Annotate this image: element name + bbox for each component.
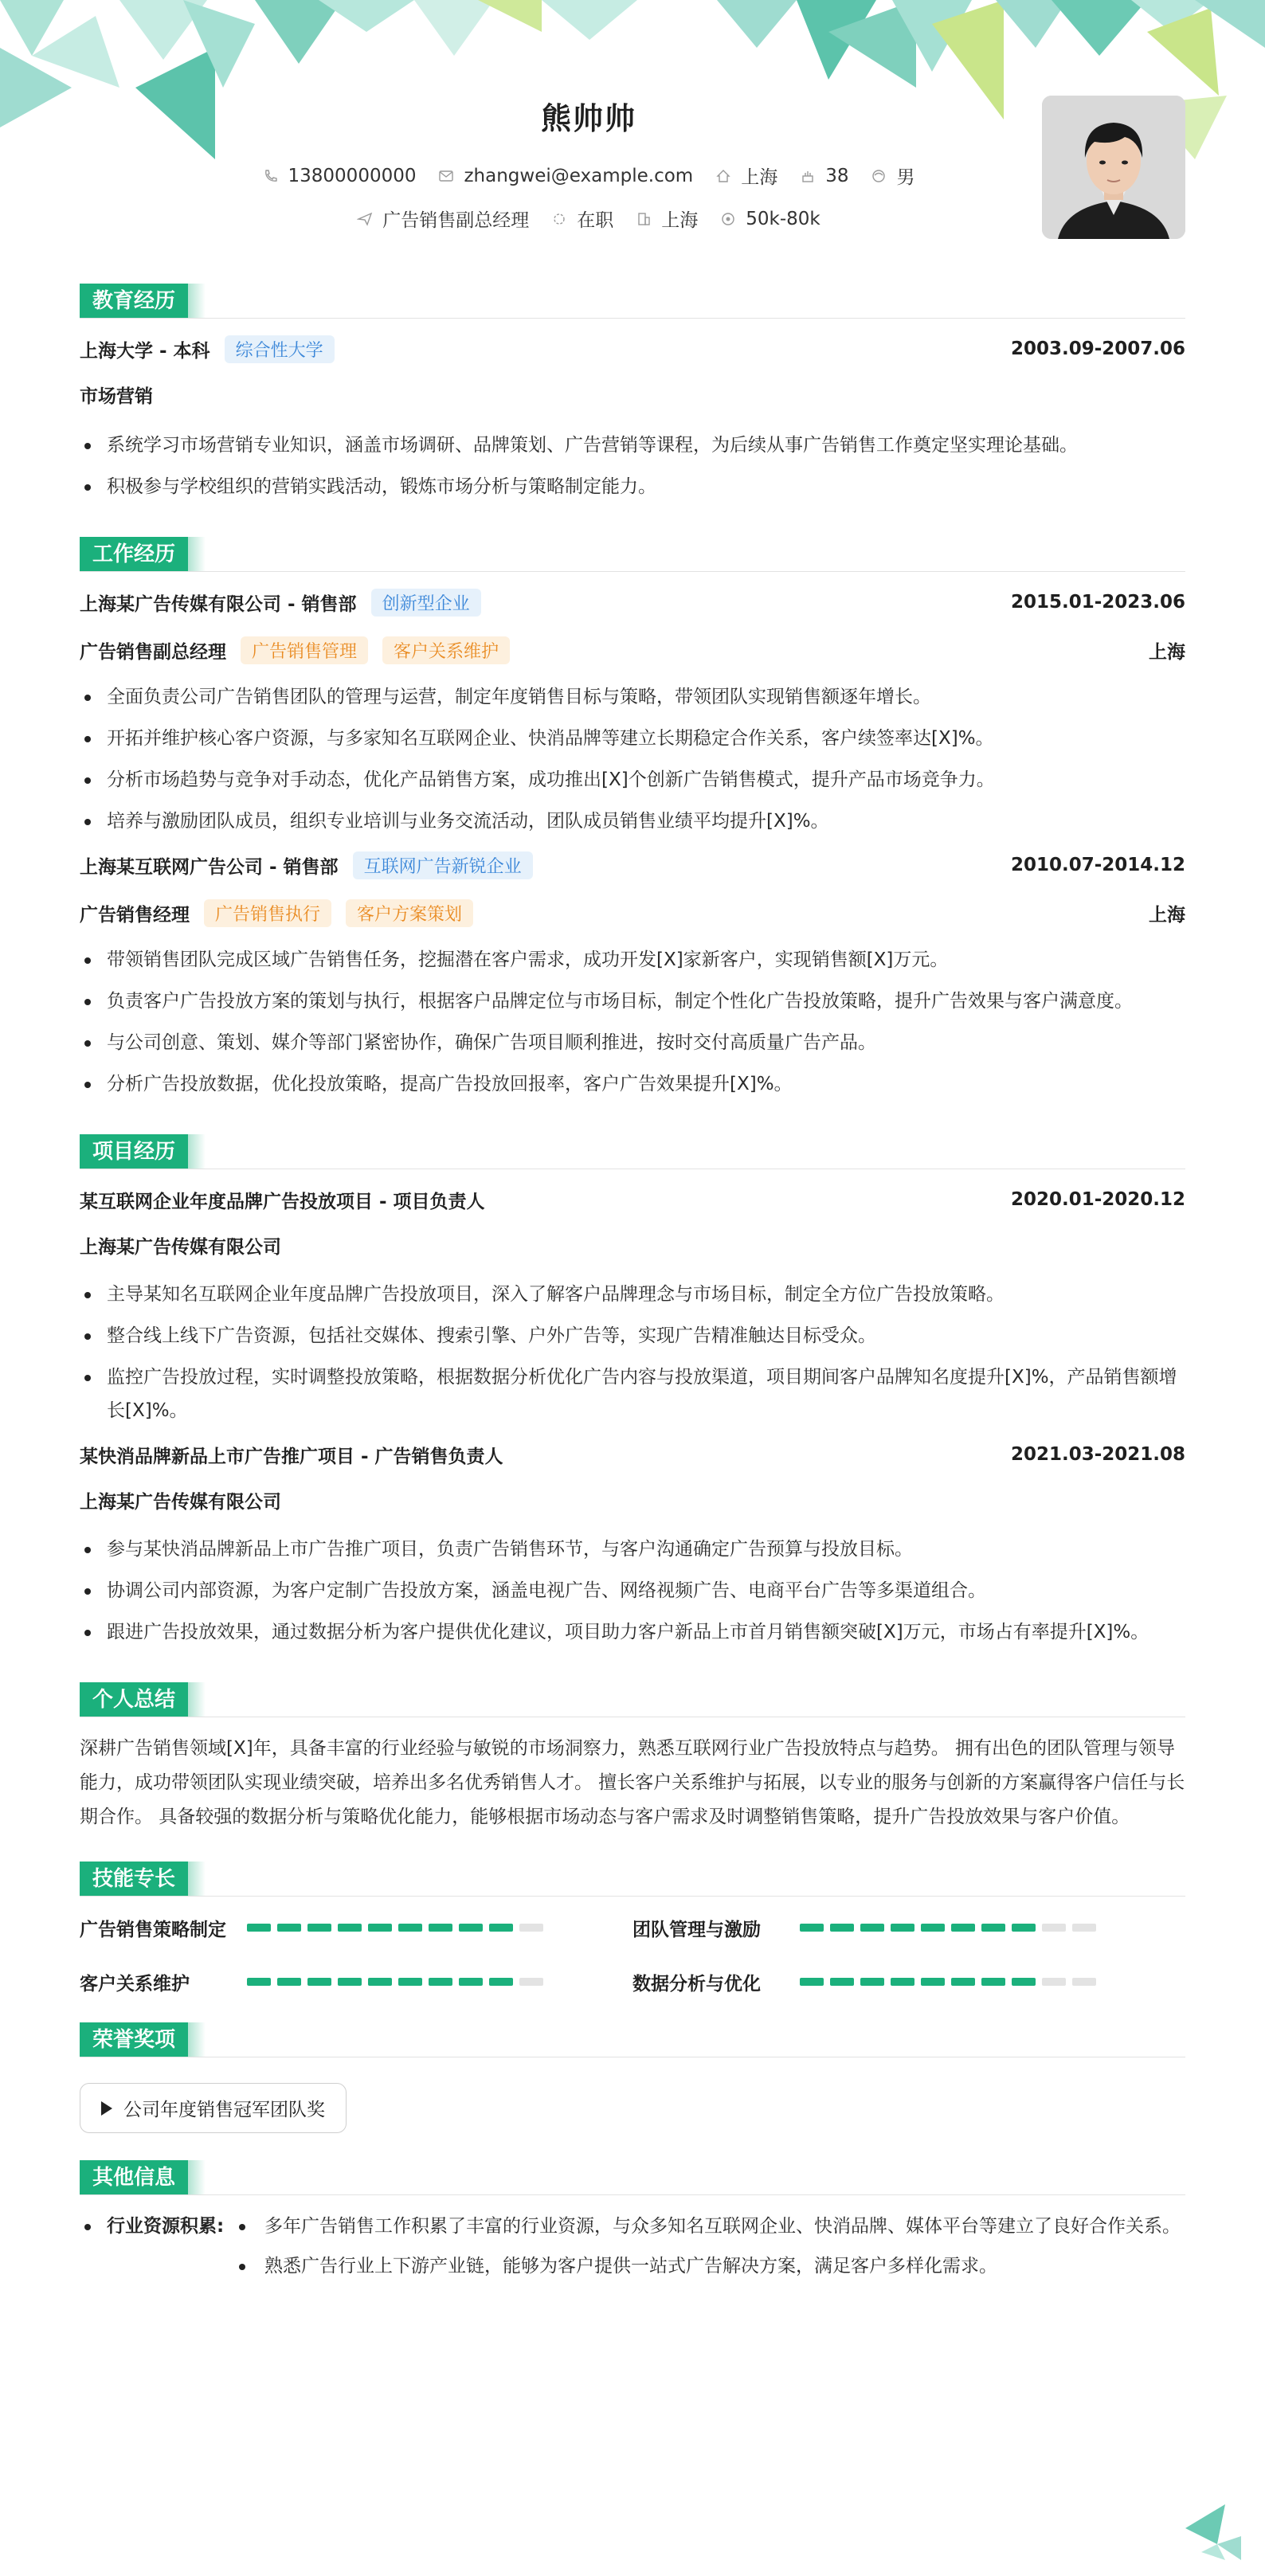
skill-level-segment bbox=[247, 1924, 271, 1932]
project-bullets bbox=[80, 1278, 1185, 1427]
project-entry-row bbox=[80, 1184, 1185, 1216]
other-header bbox=[80, 2160, 1185, 2195]
skill-level-segment bbox=[921, 1924, 945, 1932]
other-entry bbox=[80, 2210, 1185, 2289]
school-degree: 上海大学 - 本科 bbox=[80, 340, 210, 362]
other-list bbox=[236, 2210, 1185, 2289]
company-tag: 互联网广告新锐企业 bbox=[353, 851, 533, 879]
skill-level-segment bbox=[429, 1978, 452, 1986]
skill-level-segment bbox=[338, 1978, 362, 1986]
projects-title: 项目经历 bbox=[80, 1134, 188, 1169]
list-item: 分析广告投放数据，优化投放策略，提高广告投放回报率，客户广告效果提升[X]%。 bbox=[80, 1067, 1185, 1101]
skill-name: 客户关系维护 bbox=[80, 1973, 190, 1995]
avatar-photo bbox=[1042, 96, 1185, 239]
list-item: 负责客户广告投放方案的策划与执行，根据客户品牌定位与市场目标，制定个性化广告投放策略，提升广告效果与客户满意度。 bbox=[80, 985, 1185, 1018]
send-icon bbox=[357, 211, 373, 227]
skill-level-segment bbox=[860, 1924, 884, 1932]
salary-text: 50k-80k bbox=[746, 208, 820, 229]
skill-level-segment bbox=[489, 1978, 513, 1986]
phone-text: 13800000000 bbox=[288, 165, 417, 186]
skill-level-bar bbox=[247, 1924, 543, 1932]
skill-tag: 广告销售执行 bbox=[204, 899, 331, 927]
education-header bbox=[80, 284, 1185, 319]
summary-text: 深耕广告销售领域[X]年，具备丰富的行业经验与敏锐的市场洞察力，熟悉互联网行业广告投放特点与趋势。 拥有出色的团队管理与领导能力，成功带领团队实现业绩突破，培养出多名优秀销售人才。 擅长客户关系维护与拓展，以专业的服务与创新的方案赢得客户信任与长期合作。 具备较强的数据分析与策略优化能力，能够根据市场动态与客户需求及时调整销售策略，提升广告投放效果与客户价值。 bbox=[80, 1738, 1185, 1827]
summary-title: 个人总结 bbox=[80, 1682, 188, 1717]
skill-level-segment bbox=[981, 1978, 1005, 1986]
skill-level-segment bbox=[519, 1924, 543, 1932]
portrait-image bbox=[1042, 96, 1185, 239]
company-name: 上海某广告传媒有限公司 - 销售部 bbox=[80, 593, 357, 615]
skill-name: 数据分析与优化 bbox=[632, 1973, 761, 1995]
project-company: 上海某广告传媒有限公司 bbox=[80, 1237, 281, 1258]
skill-level-segment bbox=[951, 1924, 975, 1932]
job-intent-row bbox=[0, 206, 1177, 232]
list-item: 多年广告销售工作积累了丰富的行业资源，与众多知名互联网企业、快消品牌、媒体平台等建立了良好合作关系。 bbox=[236, 2210, 1185, 2243]
project-date: 2020.01-2020.12 bbox=[1010, 1189, 1185, 1210]
work-location: 上海 bbox=[1149, 904, 1185, 926]
salary-item bbox=[720, 206, 820, 232]
play-icon bbox=[101, 2101, 112, 2116]
skill-level-segment bbox=[459, 1978, 483, 1986]
skill-level-segment bbox=[398, 1978, 422, 1986]
project-bullets bbox=[80, 1533, 1185, 1649]
summary-section bbox=[80, 1682, 1185, 1834]
skill-tag: 客户方案策划 bbox=[346, 899, 473, 927]
major: 市场营销 bbox=[80, 386, 153, 407]
awards-header bbox=[80, 2022, 1185, 2057]
skill-level-segment bbox=[247, 1978, 271, 1986]
skill-row bbox=[632, 1911, 1185, 1944]
other-section bbox=[80, 2160, 1185, 2289]
other-label: 行业资源积累: bbox=[80, 2210, 236, 2289]
skills-section bbox=[80, 1862, 1185, 1999]
list-item: 与公司创意、策划、媒介等部门紧密协作，确保广告项目顺利推进，按时交付高质量广告产品。 bbox=[80, 1026, 1185, 1059]
status-item bbox=[551, 206, 613, 232]
position-item bbox=[357, 206, 529, 232]
skills-header bbox=[80, 1862, 1185, 1897]
skill-level-segment bbox=[429, 1924, 452, 1932]
status-icon bbox=[551, 211, 567, 227]
skill-level-segment bbox=[921, 1978, 945, 1986]
skill-level-segment bbox=[489, 1924, 513, 1932]
list-item: 全面负责公司广告销售团队的管理与运营，制定年度销售目标与策略，带领团队实现销售额逐年增长。 bbox=[80, 680, 1185, 714]
skill-level-segment bbox=[891, 1924, 914, 1932]
skill-level-segment bbox=[277, 1978, 301, 1986]
work-entry-row bbox=[80, 586, 1185, 618]
section-divider bbox=[80, 2194, 1185, 2195]
work-city-item bbox=[636, 206, 698, 232]
email-item bbox=[438, 162, 693, 189]
work-section bbox=[80, 537, 1185, 1101]
skill-level-segment bbox=[860, 1978, 884, 1986]
skill-level-segment bbox=[1042, 1978, 1066, 1986]
candidate-name: 熊帅帅 bbox=[540, 101, 636, 136]
education-entry-row bbox=[80, 333, 1185, 365]
mail-icon bbox=[438, 168, 454, 184]
skill-level-bar bbox=[800, 1978, 1096, 1986]
role-title: 广告销售经理 bbox=[80, 904, 190, 926]
work-title: 工作经历 bbox=[80, 537, 188, 572]
other-title: 其他信息 bbox=[80, 2160, 188, 2195]
gender-icon bbox=[871, 168, 887, 184]
section-divider bbox=[80, 318, 1185, 319]
list-item: 分析市场趋势与竞争对手动态，优化产品销售方案，成功推出[X]个创新广告销售模式，提升产品市场竞争力。 bbox=[80, 763, 1185, 797]
work-city-text: 上海 bbox=[661, 210, 699, 231]
list-item: 整合线上线下广告资源，包括社交媒体、搜索引擎、户外广告等，实现广告精准触达目标受众。 bbox=[80, 1319, 1185, 1353]
skill-level-segment bbox=[519, 1978, 543, 1986]
list-item: 积极参与学校组织的营销实践活动，锻炼市场分析与策略制定能力。 bbox=[80, 470, 1185, 503]
award-item bbox=[80, 2083, 347, 2133]
gender-item bbox=[871, 162, 914, 189]
work-date: 2015.01-2023.06 bbox=[1010, 592, 1185, 613]
section-divider bbox=[80, 1896, 1185, 1897]
email-text: zhangwei@example.com bbox=[464, 165, 694, 186]
role-title: 广告销售副总经理 bbox=[80, 641, 226, 663]
skill-row bbox=[80, 1965, 632, 1999]
skill-level-segment bbox=[1042, 1924, 1066, 1932]
project-entry-row bbox=[80, 1439, 1185, 1470]
list-item: 开拓并维护核心客户资源，与多家知名互联网企业、快消品牌等建立长期稳定合作关系，客户续签率达[X]%。 bbox=[80, 722, 1185, 755]
list-item: 熟悉广告行业上下游产业链，能够为客户提供一站式广告解决方案，满足客户多样化需求。 bbox=[236, 2249, 1185, 2283]
city-item bbox=[715, 162, 777, 189]
work-bullets bbox=[80, 680, 1185, 838]
project-name: 某互联网企业年度品牌广告投放项目 - 项目负责人 bbox=[80, 1191, 485, 1212]
skill-level-segment bbox=[277, 1924, 301, 1932]
city-text: 上海 bbox=[741, 167, 778, 188]
home-icon bbox=[715, 168, 731, 184]
list-item: 参与某快消品牌新品上市广告推广项目，负责广告销售环节，与客户沟通确定广告预算与投放目标。 bbox=[80, 1533, 1185, 1566]
skill-row bbox=[632, 1965, 1185, 1999]
skill-level-segment bbox=[891, 1978, 914, 1986]
skill-tag: 广告销售管理 bbox=[241, 636, 368, 664]
skill-name: 团队管理与激励 bbox=[632, 1919, 761, 1940]
work-header bbox=[80, 537, 1185, 572]
project-company: 上海某广告传媒有限公司 bbox=[80, 1492, 281, 1513]
skill-level-bar bbox=[800, 1924, 1096, 1932]
list-item: 协调公司内部资源，为客户定制广告投放方案，涵盖电视广告、网络视频广告、电商平台广告等多渠道组合。 bbox=[80, 1574, 1185, 1607]
skill-level-segment bbox=[1072, 1978, 1096, 1986]
contact-row bbox=[0, 162, 1177, 189]
building-icon bbox=[636, 211, 652, 227]
company-tag: 创新型企业 bbox=[371, 589, 481, 617]
skill-level-segment bbox=[1012, 1924, 1036, 1932]
skill-level-segment bbox=[368, 1924, 392, 1932]
list-item: 培养与激励团队成员，组织专业培训与业务交流活动，团队成员销售业绩平均提升[X]%。 bbox=[80, 805, 1185, 838]
skill-level-segment bbox=[1012, 1978, 1036, 1986]
phone-icon bbox=[263, 168, 279, 184]
work-role-row bbox=[80, 897, 1185, 929]
work-location: 上海 bbox=[1149, 641, 1185, 663]
education-section bbox=[80, 284, 1185, 503]
project-date: 2021.03-2021.08 bbox=[1010, 1444, 1185, 1465]
education-title: 教育经历 bbox=[80, 284, 188, 319]
skill-level-segment bbox=[800, 1978, 824, 1986]
skill-level-segment bbox=[459, 1924, 483, 1932]
projects-section bbox=[80, 1134, 1185, 1649]
skill-tag: 客户关系维护 bbox=[382, 636, 510, 664]
awards-section bbox=[80, 2022, 1185, 2133]
skill-level-bar bbox=[247, 1978, 543, 1986]
age-item bbox=[800, 162, 848, 189]
company-name: 上海某互联网广告公司 - 销售部 bbox=[80, 856, 339, 878]
position-text: 广告销售副总经理 bbox=[382, 210, 530, 231]
award-text: 公司年度销售冠军团队奖 bbox=[123, 2100, 325, 2120]
skill-level-segment bbox=[368, 1978, 392, 1986]
education-date: 2003.09-2007.06 bbox=[1010, 339, 1185, 359]
skill-level-segment bbox=[307, 1978, 331, 1986]
summary-header bbox=[80, 1682, 1185, 1717]
work-entry-row bbox=[80, 849, 1185, 881]
skill-level-segment bbox=[830, 1978, 854, 1986]
work-bullets bbox=[80, 943, 1185, 1101]
skills-grid bbox=[80, 1911, 1185, 1999]
skill-level-segment bbox=[307, 1924, 331, 1932]
status-text: 在职 bbox=[577, 210, 614, 231]
cake-icon bbox=[800, 168, 816, 184]
skill-level-segment bbox=[338, 1924, 362, 1932]
age-text: 38 bbox=[825, 165, 849, 186]
list-item: 监控广告投放过程，实时调整投放策略，根据数据分析优化广告内容与投放渠道，项目期间客户品牌知名度提升[X]%，产品销售额增长[X]%。 bbox=[80, 1360, 1185, 1427]
phone-item bbox=[263, 162, 417, 189]
section-divider bbox=[80, 571, 1185, 572]
corner-decoration bbox=[1177, 2488, 1241, 2560]
skill-level-segment bbox=[830, 1924, 854, 1932]
project-name: 某快消品牌新品上市广告推广项目 - 广告销售负责人 bbox=[80, 1446, 503, 1467]
work-role-row bbox=[80, 634, 1185, 666]
skill-level-segment bbox=[981, 1924, 1005, 1932]
list-item: 系统学习市场营销专业知识，涵盖市场调研、品牌策划、广告营销等课程，为后续从事广告销售工作奠定坚实理论基础。 bbox=[80, 429, 1185, 462]
list-item: 带领销售团队完成区域广告销售任务，挖掘潜在客户需求，成功开发[X]家新客户，实现销售额[X]万元。 bbox=[80, 943, 1185, 977]
projects-header bbox=[80, 1134, 1185, 1169]
skill-row bbox=[80, 1911, 632, 1944]
skill-level-segment bbox=[951, 1978, 975, 1986]
skills-title: 技能专长 bbox=[80, 1862, 188, 1897]
awards-title: 荣誉奖项 bbox=[80, 2022, 188, 2057]
skill-level-segment bbox=[1072, 1924, 1096, 1932]
school-tag: 综合性大学 bbox=[225, 335, 335, 363]
work-date: 2010.07-2014.12 bbox=[1010, 855, 1185, 875]
skill-level-segment bbox=[398, 1924, 422, 1932]
skill-level-segment bbox=[800, 1924, 824, 1932]
list-item: 跟进广告投放效果，通过数据分析为客户提供优化建议，项目助力客户新品上市首月销售额突破[X]万元，市场占有率提升[X]%。 bbox=[80, 1615, 1185, 1649]
resume-content bbox=[80, 284, 1185, 2289]
education-bullets bbox=[80, 429, 1185, 503]
gender-text: 男 bbox=[896, 167, 915, 188]
skill-name: 广告销售策略制定 bbox=[80, 1919, 226, 1940]
list-item: 主导某知名互联网企业年度品牌广告投放项目，深入了解客户品牌理念与市场目标，制定全方位广告投放策略。 bbox=[80, 1278, 1185, 1311]
salary-icon bbox=[720, 211, 736, 227]
